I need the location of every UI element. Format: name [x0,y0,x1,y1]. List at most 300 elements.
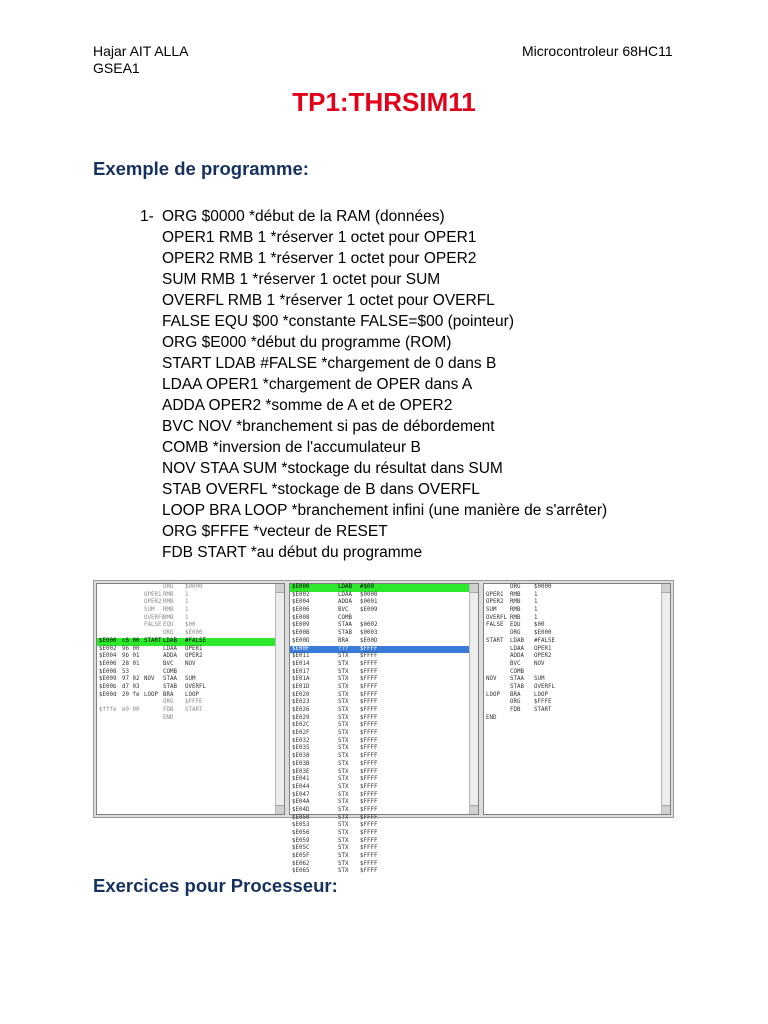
listing-row[interactable] [97,646,284,654]
code-line: OVERFL RMB 1 *réserver 1 octet pour OVERFL [162,292,495,309]
source-row[interactable] [484,715,670,723]
row-operand: $FFFF [360,722,378,729]
program-code [162,206,607,563]
row-operand: 1 [534,607,538,614]
listing-row[interactable] [97,699,284,707]
code-line: ORG $0000 *début de la RAM (données) [162,208,445,225]
row-opcode: BVC [338,607,349,614]
row-address: $E038 [292,753,310,760]
row-label: OVERFL [486,614,507,621]
row-opcode: STX [338,837,349,844]
row-opcode: STX [338,707,349,713]
row-opcode: BVC [163,660,174,667]
row-label: OPER1 [144,591,162,598]
scroll-down-arrow-icon[interactable] [276,805,284,814]
disassembly-row[interactable] [290,799,478,807]
source-row[interactable] [484,684,670,692]
row-bytes: 96 00 [122,645,140,652]
row-operand: 1 [185,599,189,606]
row-label: NOV [486,676,497,683]
row-label: FALSE [144,622,162,629]
row-opcode: ??? [338,645,349,652]
row-operand: $FFFF [360,806,378,813]
code-line: FDB START *au début du programme [162,544,423,561]
row-opcode: RMB [510,599,521,606]
scroll-up-arrow-icon[interactable] [470,584,478,593]
row-label: OPER2 [144,599,162,606]
disassembly-row[interactable] [290,607,478,615]
row-opcode: STX [338,853,349,860]
row-bytes: 97 02 [122,676,140,683]
listing-row[interactable] [97,669,284,677]
row-opcode: STX [338,822,349,829]
course-name: Microcontroleur 68HC11 [522,43,673,59]
source-row[interactable] [484,622,670,630]
code-line: ADDA OPER2 *somme de A et de OPER2 [162,397,453,414]
row-address: $E002 [99,645,117,652]
row-operand: $FFFF [360,783,378,790]
row-address: $E008 [292,614,310,621]
row-opcode: ORG [510,699,521,706]
row-address: $E02F [292,730,310,737]
disassembly-row[interactable] [290,845,478,853]
disassembly-row[interactable] [290,669,478,677]
row-operand: $FFFF [360,776,378,783]
source-row[interactable] [484,692,670,700]
listing-row[interactable] [97,692,284,700]
source-row[interactable] [484,638,670,646]
row-operand: $FFFF [360,853,378,860]
row-address: $E04A [292,799,310,806]
row-address: $E035 [292,745,310,752]
disassembly-pane[interactable] [289,583,479,875]
row-operand: $FFFF [360,730,378,737]
row-label: OVERFL [144,614,165,621]
source-row[interactable] [484,630,670,638]
code-line: START LDAB #FALSE *chargement de 0 dans B [162,355,497,372]
row-address: $fffe [99,707,117,713]
row-opcode: LDAB [163,637,177,644]
row-operand: $FFFE [185,699,203,706]
listing-row[interactable] [97,599,284,607]
row-opcode: BRA [338,637,349,644]
row-address: $E004 [292,599,310,606]
row-opcode: STX [338,783,349,790]
disassembly-row[interactable] [290,769,478,777]
disassembly-row[interactable] [290,861,478,869]
row-opcode: STX [338,722,349,729]
row-opcode: STX [338,768,349,775]
code-line: BVC NOV *branchement si pas de débordement [162,418,495,435]
row-opcode: STX [338,776,349,783]
row-opcode: STX [338,830,349,836]
disassembly-row[interactable] [290,730,478,738]
row-opcode: LDAB [510,637,524,644]
row-label: SUM [486,607,497,614]
code-line: OPER1 RMB 1 *réserver 1 octet pour OPER1 [162,229,477,246]
row-address: $E00B [292,630,310,637]
row-opcode: STX [338,799,349,806]
listing-row[interactable] [97,584,284,592]
program-number: 1- [140,208,154,225]
row-opcode: STX [338,737,349,744]
row-address: $E006 [99,660,117,667]
disassembly-row[interactable] [290,653,478,661]
row-operand: 1 [185,591,189,598]
row-opcode: STX [338,714,349,721]
author-name: Hajar AIT ALLA [93,43,189,59]
source-row[interactable] [484,707,670,715]
row-address: $E050 [292,814,310,821]
row-bytes: 9b 01 [122,653,140,660]
code-line: LDAA OPER1 *chargement de OPER dans A [162,376,473,393]
row-opcode: STX [338,691,349,698]
row-opcode: ADDA [510,653,524,660]
row-opcode: RMB [163,607,174,614]
row-opcode: STX [338,699,349,706]
row-opcode: LDAB [338,584,352,590]
row-opcode: RMB [163,591,174,598]
row-address: $E059 [292,837,310,844]
row-opcode: STX [338,860,349,867]
row-opcode: STAB [163,683,177,690]
row-operand: 1 [534,599,538,606]
row-opcode: COMB [338,614,352,621]
row-operand: START [534,707,552,713]
row-opcode: LDAA [338,591,352,598]
simulator-screenshot [93,580,674,875]
row-label: OPER2 [486,599,504,606]
scroll-up-arrow-icon[interactable] [662,584,670,593]
row-opcode: BRA [163,691,174,698]
row-address: $E065 [292,868,310,875]
listing-row[interactable] [97,592,284,600]
row-address: $E02C [292,722,310,729]
row-operand: #$00 [360,584,374,590]
source-row[interactable] [484,676,670,684]
row-address: $E00b [99,683,117,690]
row-opcode: RMB [510,614,521,621]
row-label: LOOP [144,691,158,698]
listing-rows [97,584,284,722]
disassembly-row[interactable] [290,722,478,730]
disassembly-row[interactable] [290,815,478,823]
row-opcode: STX [338,814,349,821]
code-line: LOOP BRA LOOP *branchement infini (une manière de s'arrêter) [162,502,608,519]
row-label: START [486,637,504,644]
row-address: $E047 [292,791,310,798]
source-row[interactable] [484,669,670,677]
row-operand: $FFFF [360,668,378,675]
row-bytes: 28 01 [122,660,140,667]
listing-row[interactable] [97,622,284,630]
disassembly-row[interactable] [290,715,478,723]
disassembly-rows [290,584,478,876]
disassembly-row[interactable] [290,738,478,746]
row-address: $E014 [292,660,310,667]
source-row[interactable] [484,661,670,669]
code-line: SUM RMB 1 *réserver 1 octet pour SUM [162,271,441,288]
row-operand: $0001 [360,599,378,606]
disassembly-row[interactable] [290,592,478,600]
row-operand: #FALSE [534,637,555,644]
disassembly-row[interactable] [290,745,478,753]
disassembly-row[interactable] [290,584,478,592]
source-row[interactable] [484,699,670,707]
row-opcode: ORG [163,584,174,590]
disassembly-row[interactable] [290,707,478,715]
row-opcode: COMB [163,668,177,675]
row-operand: OPER1 [534,645,552,652]
disassembly-row[interactable] [290,853,478,861]
row-bytes: c6 00 [122,637,140,644]
row-operand: $FFFF [360,845,378,852]
row-opcode: LDAA [163,645,177,652]
listing-pane[interactable] [96,583,285,815]
row-operand: SUM [534,676,545,683]
disassembly-row[interactable] [290,692,478,700]
row-operand: $E00D [360,637,378,644]
source-pane[interactable] [483,583,671,815]
source-row[interactable] [484,615,670,623]
row-opcode: STAA [510,676,524,683]
row-operand: $FFFF [360,760,378,767]
row-opcode: STX [338,683,349,690]
page-title: TP1:THRSIM11 [292,87,476,117]
row-address: $E017 [292,668,310,675]
disassembly-row[interactable] [290,792,478,800]
disassembly-row[interactable] [290,615,478,623]
row-operand: OPER2 [534,653,552,660]
row-address: $E006 [292,607,310,614]
row-operand: 1 [534,591,538,598]
listing-row[interactable] [97,630,284,638]
row-bytes: 20 fe [122,691,140,698]
disassembly-row[interactable] [290,622,478,630]
row-opcode: STX [338,660,349,667]
disassembly-row[interactable] [290,684,478,692]
source-scrollbar[interactable] [661,584,670,814]
row-opcode: ORG [163,699,174,706]
listing-row[interactable] [97,661,284,669]
row-address: $E01D [292,683,310,690]
listing-row[interactable] [97,707,284,715]
row-operand: $E009 [360,607,378,614]
class-name: GSEA1 [93,60,140,76]
source-row[interactable] [484,646,670,654]
code-line: ORG $E000 *début du programme (ROM) [162,334,452,351]
row-operand: LOOP [534,691,548,698]
row-operand: $FFFF [360,868,378,875]
row-address: $E009 [99,676,117,683]
source-row[interactable] [484,599,670,607]
row-address: $E020 [292,691,310,698]
disassembly-row[interactable] [290,784,478,792]
row-opcode: STX [338,753,349,760]
row-operand: $0000 [534,584,552,590]
disassembly-row[interactable] [290,646,478,654]
source-row[interactable] [484,607,670,615]
row-address: $E00D [292,637,310,644]
row-operand: $FFFE [534,699,552,706]
row-opcode: STX [338,745,349,752]
code-line: ORG $FFFE *vecteur de RESET [162,523,388,540]
row-address: $E04D [292,806,310,813]
source-row[interactable] [484,653,670,661]
row-operand: $FFFF [360,860,378,867]
row-operand: $FFFF [360,745,378,752]
row-operand: $FFFF [360,653,378,660]
row-operand: $FFFF [360,791,378,798]
row-address: $E03E [292,768,310,775]
listing-scrollbar[interactable] [275,584,284,814]
row-opcode: RMB [163,614,174,621]
row-opcode: BRA [510,691,521,698]
row-opcode: STAB [338,630,352,637]
row-operand: $0000 [360,591,378,598]
scroll-up-arrow-icon[interactable] [276,584,284,593]
row-operand: $FFFF [360,799,378,806]
listing-row[interactable] [97,715,284,723]
row-operand: $00 [534,622,545,629]
row-operand: OVERFL [534,683,555,690]
row-operand: $FFFF [360,714,378,721]
row-address: $E032 [292,737,310,744]
row-opcode: COMB [510,668,524,675]
row-operand: #FALSE [185,637,206,644]
row-operand: $FFFF [360,683,378,690]
row-label: LOOP [486,691,500,698]
row-address: $E000 [99,637,117,644]
row-opcode: STX [338,868,349,875]
row-operand: $FFFF [360,830,378,836]
listing-row[interactable] [97,684,284,692]
row-operand: 1 [185,607,189,614]
row-opcode: BVC [510,660,521,667]
listing-row[interactable] [97,676,284,684]
row-label: NOV [144,676,155,683]
row-opcode: STX [338,730,349,737]
row-address: $E044 [292,783,310,790]
row-address: $E004 [99,653,117,660]
row-address: $E029 [292,714,310,721]
source-row[interactable] [484,584,670,592]
row-operand: OVERFL [185,683,206,690]
code-line: NOV STAA SUM *stockage du résultat dans SUM [162,460,503,477]
row-operand: $FFFF [360,768,378,775]
row-operand: 1 [185,614,189,621]
row-opcode: STX [338,760,349,767]
row-address: $E000 [292,584,310,590]
row-operand: OPER2 [185,653,203,660]
section-heading-exercises: Exercices pour Processeur: [93,875,338,896]
disassembly-row[interactable] [290,599,478,607]
disassembly-row[interactable] [290,761,478,769]
row-operand: OPER1 [185,645,203,652]
row-opcode: ORG [163,630,174,637]
row-opcode: RMB [510,591,521,598]
disassembly-row[interactable] [290,807,478,815]
disassembly-row[interactable] [290,630,478,638]
row-address: $E00F [292,645,310,652]
row-operand: $0000 [185,584,203,590]
row-bytes: 53 [122,668,129,675]
row-label: END [486,714,497,721]
row-opcode: RMB [510,607,521,614]
disassembly-row[interactable] [290,838,478,846]
row-operand: $FFFF [360,660,378,667]
row-opcode: STX [338,806,349,813]
row-opcode: STAA [163,676,177,683]
row-operand: $FFFF [360,822,378,829]
row-address: $E03B [292,760,310,767]
disassembly-row[interactable] [290,822,478,830]
row-operand: LOOP [185,691,199,698]
row-operand: $0002 [360,622,378,629]
row-opcode: END [163,714,174,721]
scroll-down-arrow-icon[interactable] [470,805,478,814]
disassembly-scrollbar[interactable] [469,584,478,814]
row-opcode: LDAA [510,645,524,652]
row-opcode: FDB [163,707,174,713]
row-opcode: EQU [163,622,174,629]
row-opcode: ADDA [163,653,177,660]
disassembly-row[interactable] [290,776,478,784]
row-operand: $FFFF [360,645,378,652]
listing-row[interactable] [97,638,284,646]
source-rows [484,584,670,722]
disassembly-row[interactable] [290,638,478,646]
row-address: $E01A [292,676,310,683]
row-opcode: STAA [338,622,352,629]
row-label: OPER1 [486,591,504,598]
scroll-down-arrow-icon[interactable] [662,805,670,814]
code-line: STAB OVERFL *stockage de B dans OVERFL [162,481,480,498]
disassembly-row[interactable] [290,676,478,684]
row-address: $E023 [292,699,310,706]
row-operand: $FFFF [360,707,378,713]
row-label: FALSE [486,622,504,629]
row-operand: $FFFF [360,699,378,706]
row-address: $E05F [292,853,310,860]
disassembly-row[interactable] [290,753,478,761]
row-address: $E062 [292,860,310,867]
disassembly-row[interactable] [290,699,478,707]
row-address: $E011 [292,653,310,660]
disassembly-row[interactable] [290,661,478,669]
row-opcode: STX [338,845,349,852]
row-operand: $E000 [534,630,552,637]
row-operand: $FFFF [360,837,378,844]
listing-row[interactable] [97,615,284,623]
row-opcode: RMB [163,599,174,606]
section-heading-example: Exemple de programme: [93,158,309,179]
row-operand: $FFFF [360,753,378,760]
source-row[interactable] [484,592,670,600]
row-label: SUM [144,607,155,614]
listing-row[interactable] [97,653,284,661]
row-opcode: EQU [510,622,521,629]
row-address: $E002 [292,591,310,598]
row-operand: NOV [534,660,545,667]
row-operand: $FFFF [360,737,378,744]
listing-row[interactable] [97,607,284,615]
row-operand: $00 [185,622,196,629]
code-line: FALSE EQU $00 *constante FALSE=$00 (pointeur) [162,313,514,330]
code-line: COMB *inversion de l'accumulateur B [162,439,421,456]
disassembly-row[interactable] [290,830,478,838]
row-operand: $FFFF [360,691,378,698]
